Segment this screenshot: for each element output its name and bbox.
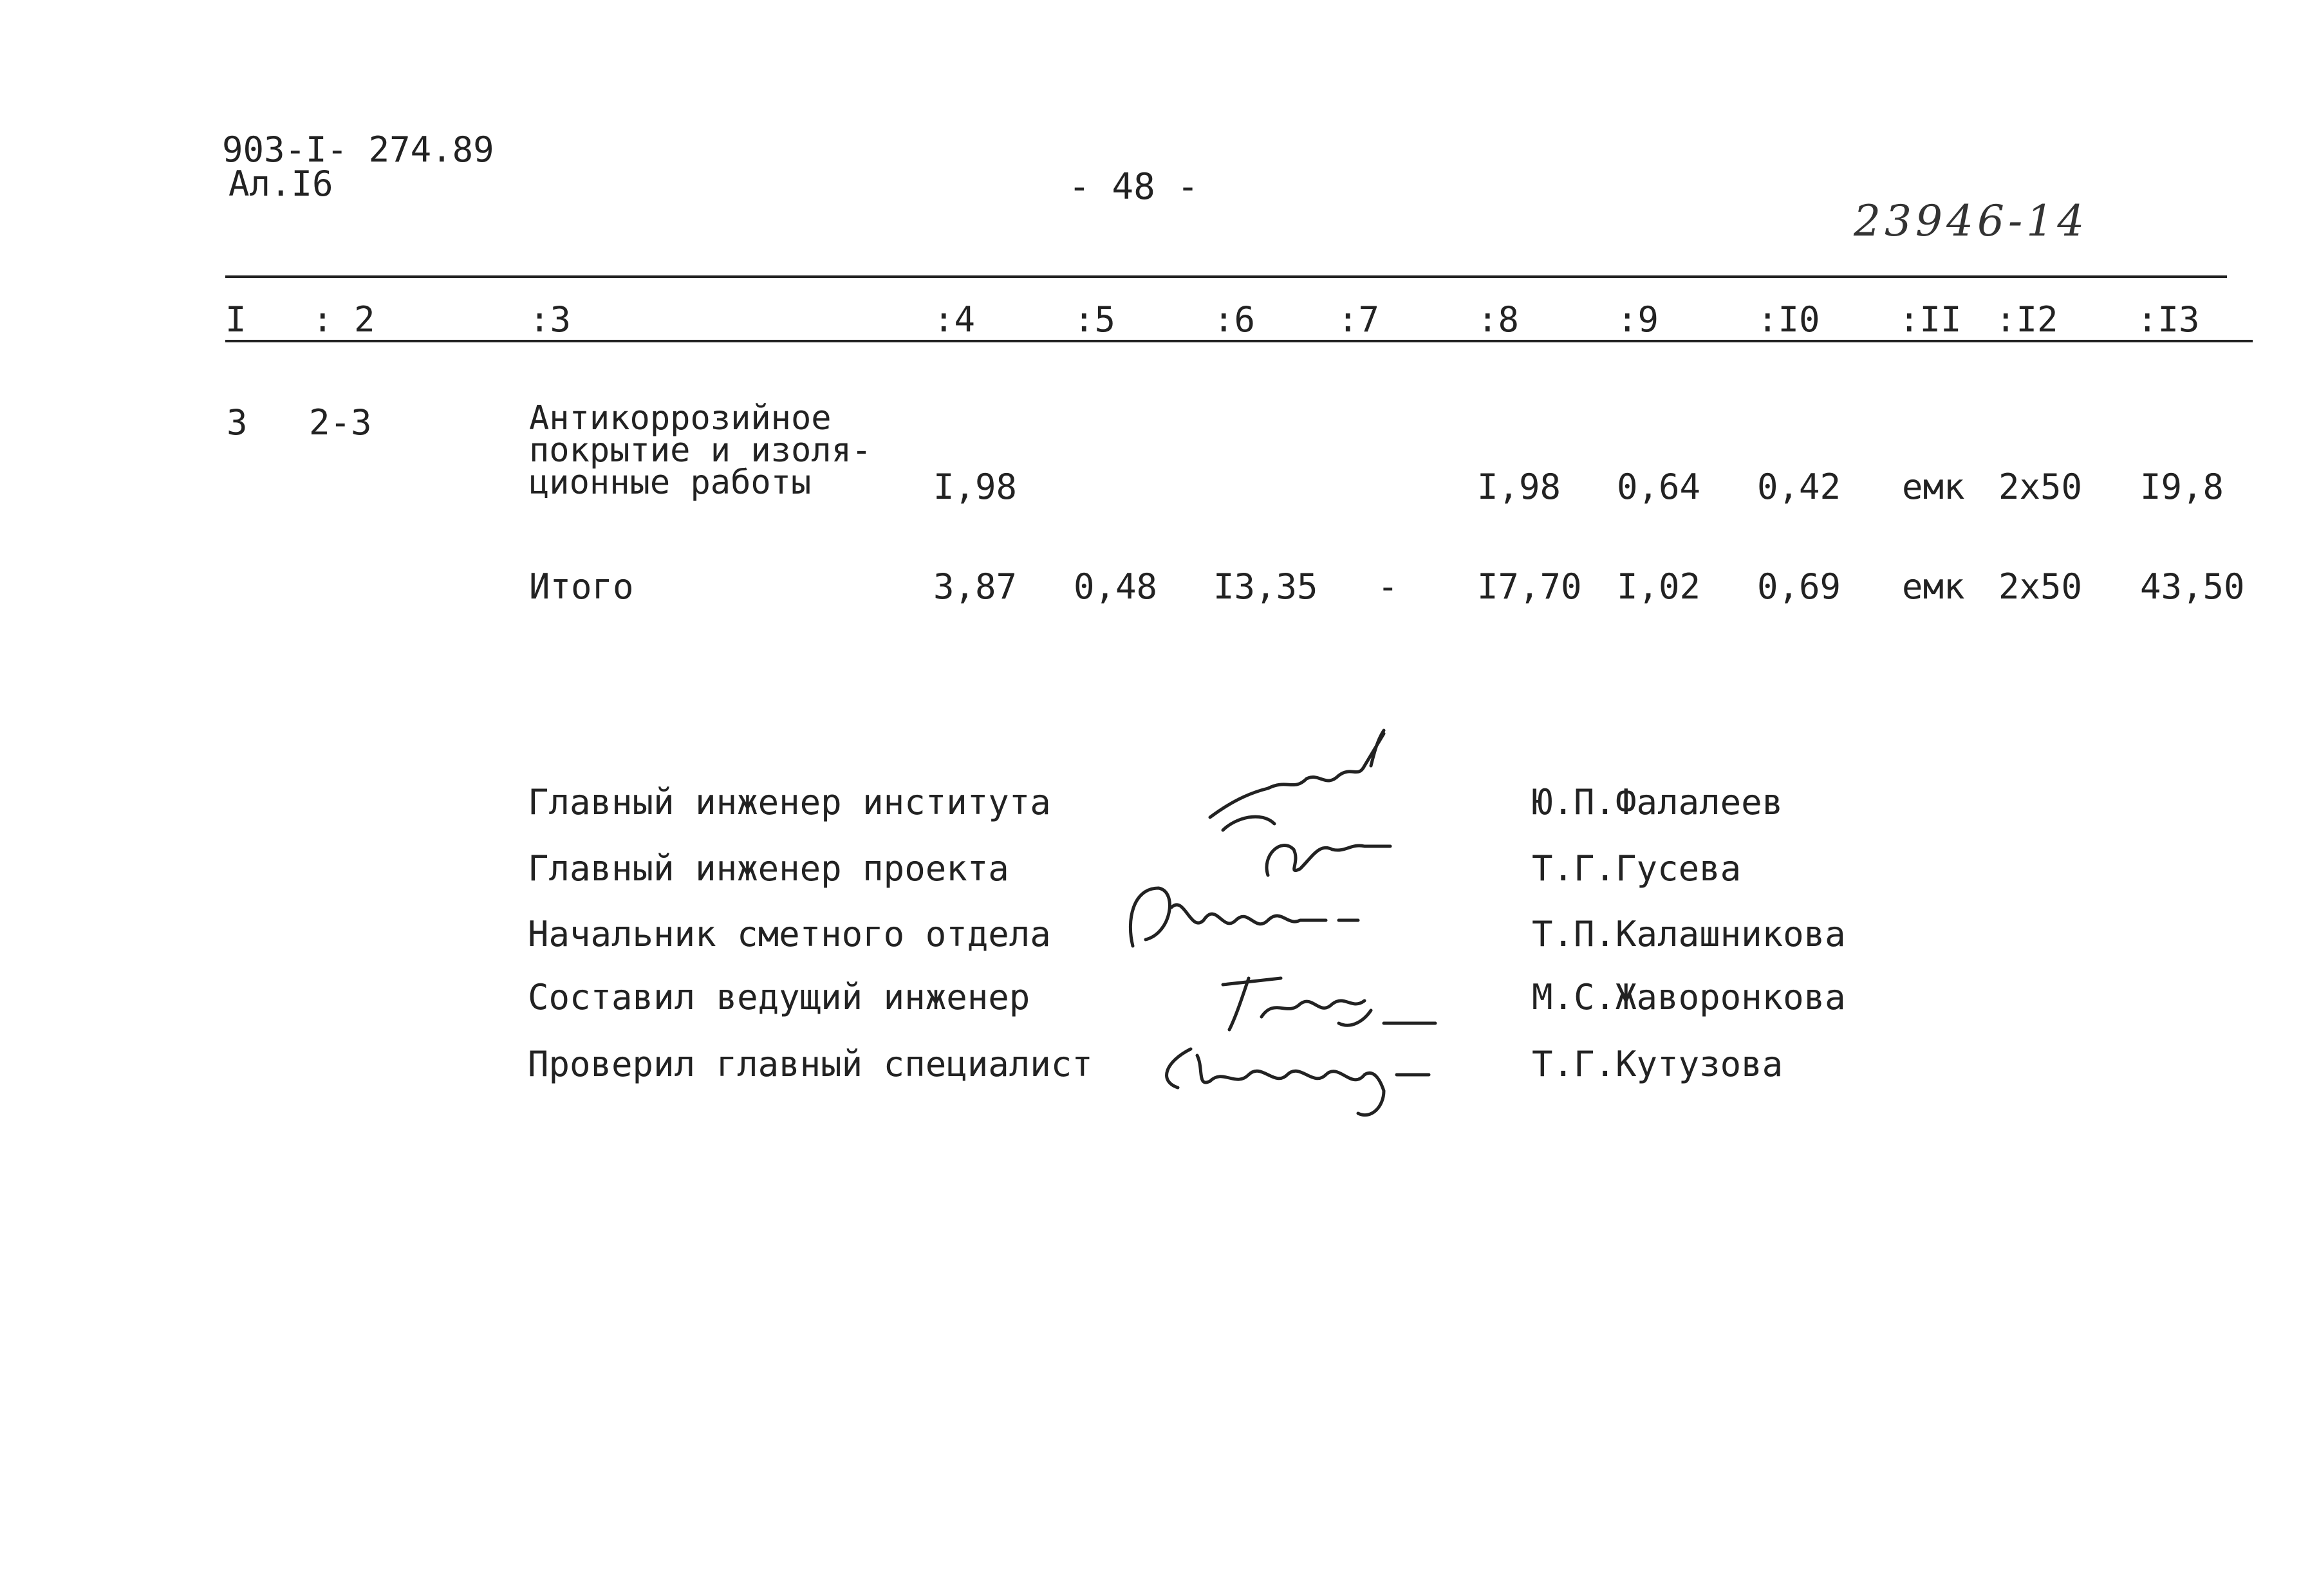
column-header: :8 [1477,299,1520,340]
column-header: :6 [1213,299,1256,340]
column-header: :7 [1337,299,1380,340]
signatory-name: Т.Г.Кутузова [1532,1044,1783,1084]
cell-col4: I,98 [933,467,1018,507]
description-line: Антикоррозийное [529,399,832,438]
column-header: :I0 [1757,299,1820,340]
row-number: 3 [227,402,248,443]
column-header: :I2 [1995,299,2058,340]
cell-col11: емк [1902,467,1965,507]
column-header: I [225,299,247,340]
signatory-title: Главный инженер института [528,782,1051,822]
row-description [529,399,872,502]
signatory-name: Ю.П.Фалалеев [1532,782,1783,822]
column-header: :I3 [2137,299,2200,340]
document-code: 903-I- 274.89 [222,129,494,170]
row-description: Итого [529,566,634,607]
cell-col13: I9,8 [2140,467,2224,507]
cell-col9: I,02 [1617,566,1701,607]
cell-col10: 0,42 [1757,467,1841,507]
cell-col8: I7,70 [1477,566,1582,607]
table-header-rule [225,340,2253,342]
signatory-name: Т.Г.Гусева [1532,848,1742,889]
page-number: - 48 - [1068,166,1199,208]
column-header: :5 [1074,299,1116,340]
handwritten-number: 23946-14 [1854,196,2089,246]
column-header: :3 [529,299,572,340]
cell-col7: - [1377,566,1399,607]
table-top-rule [225,275,2227,278]
cell-col9: 0,64 [1617,467,1701,507]
signatory-title: Начальник сметного отдела [528,914,1051,954]
signatory-title: Составил ведущий инженер [528,977,1030,1017]
column-header: :9 [1617,299,1659,340]
cell-col12: 2х50 [1998,566,2083,607]
cell-col10: 0,69 [1757,566,1841,607]
description-line: покрытие и изоля- [529,431,872,470]
sheet-label: Ал.I6 [228,163,333,204]
signatory-name: М.С.Жаворонкова [1532,977,1846,1017]
signatory-title: Проверил главный специалист [528,1044,1093,1084]
cell-col6: I3,35 [1213,566,1318,607]
column-header: :II [1899,299,1962,340]
cell-col11: емк [1902,566,1965,607]
signatory-title: Главный инженер проекта [528,848,1009,889]
column-header: :4 [933,299,976,340]
cell-col5: 0,48 [1074,566,1158,607]
cell-col8: I,98 [1477,467,1561,507]
signature-mark [1120,862,1364,959]
signature-mark [1152,1030,1500,1126]
cell-col12: 2х50 [1998,467,2083,507]
cell-col13: 43,50 [2140,566,2245,607]
cell-col4: 3,87 [933,566,1018,607]
signatory-name: Т.П.Калашникова [1532,914,1846,954]
column-header: : 2 [312,299,375,340]
row-code: 2-3 [309,402,372,443]
description-line: ционные работы [529,463,812,502]
